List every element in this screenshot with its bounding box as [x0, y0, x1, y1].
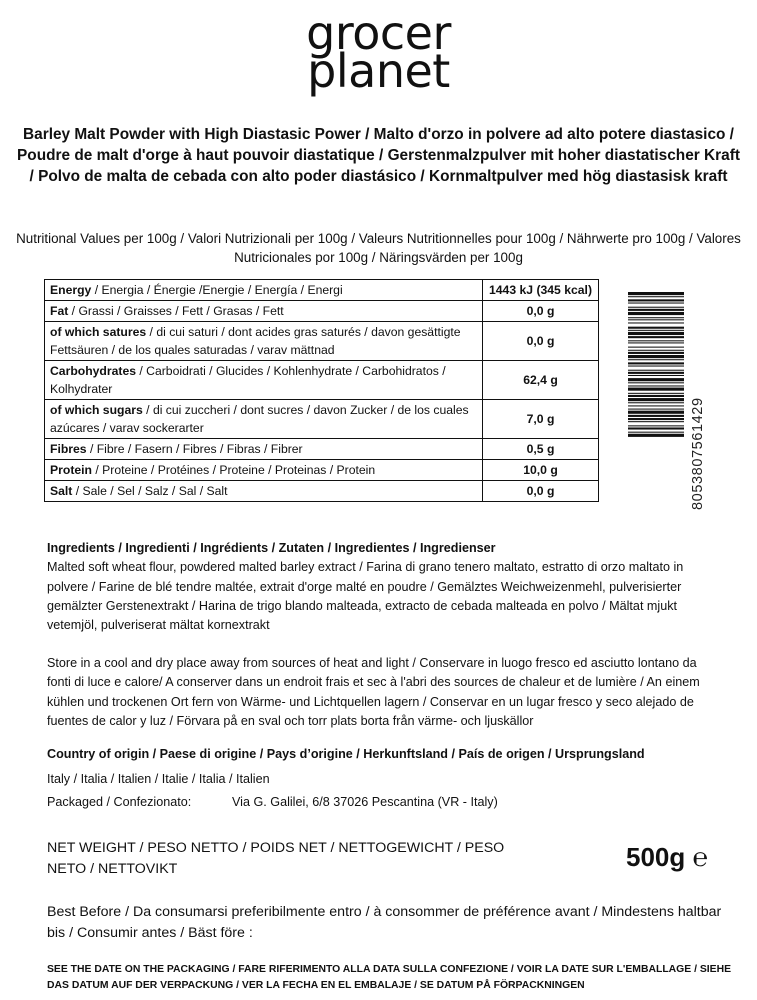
barcode-bar	[628, 393, 684, 394]
barcode-bar	[628, 330, 684, 331]
brand-name-line2: planet	[307, 44, 450, 98]
packaged-label: Packaged / Confezionato:	[47, 795, 192, 809]
barcode-bar	[628, 409, 684, 410]
origin-value: Italy / Italia / Italien / Italie / Italia / Italien	[47, 772, 270, 786]
nutrient-name: Fat	[50, 304, 69, 318]
barcode-bar	[628, 378, 684, 381]
barcode-bar	[628, 427, 684, 429]
barcode-bar	[628, 319, 684, 320]
nutrient-name: of which sugars	[50, 403, 143, 417]
barcode-bar	[628, 395, 684, 397]
nutrition-row	[45, 301, 599, 322]
nutrient-name: Salt	[50, 484, 73, 498]
nutrient-value: 10,0 g	[483, 460, 599, 481]
nutrition-row	[45, 460, 599, 481]
barcode-bar	[628, 317, 684, 318]
barcode-number: 8053807561429	[690, 397, 706, 510]
brand-logo	[0, 6, 757, 98]
barcode-bar	[628, 340, 684, 341]
nutrition-row	[45, 361, 599, 400]
nutrition-row	[45, 439, 599, 460]
nutrient-translations: / Proteine / Protéines / Proteine / Proteinas / Protein	[91, 463, 376, 477]
barcode-bar	[628, 292, 684, 295]
nutrition-row	[45, 280, 599, 301]
storage-text: Store in a cool and dry place away from sources of heat and light / Conservare in luogo fresco ed asciutto lontano da fonti di luce e calore/ A conserver dans un endroit frais et sec à l'abri des sources de chaleur et de lumière / An einem kühlen und trockenen Ort fern von Wärme- und Lichtquellen lagern / Conservar en un lugar fresco y seco alejado de fuentes de calor y luz / Förvara på en sval och torr plats borta från värme- och ljuskällor	[47, 656, 700, 728]
nutrient-value: 0,0 g	[483, 481, 599, 502]
barcode-bar	[628, 402, 684, 403]
barcode-bar	[628, 398, 684, 401]
packaged-address: Via G. Galilei, 6/8 37026 Pescantina (VR - Italy)	[232, 795, 498, 809]
barcode-bar	[628, 350, 684, 351]
barcode-bar	[628, 327, 684, 329]
barcode-bar	[628, 405, 684, 406]
barcode-bar	[628, 372, 684, 374]
barcode-bar	[628, 309, 684, 311]
nutrient-name: of which satures	[50, 325, 147, 339]
nutrient-label-cell	[45, 301, 483, 322]
net-weight-value: 500g ℮	[626, 842, 709, 872]
nutrition-heading: Nutritional Values per 100g / Valori Nutrizionali per 100g / Valeurs Nutritionnelles pour 100g / Nährwerte pro 100g / Valores Nutricionales por 100g / Näringsvärden per 100g	[16, 231, 741, 265]
nutrient-translations: / Carboidrati / Glucides / Kohlenhydrate / Carbohidratos / Kolhydrater	[50, 364, 446, 396]
nutrient-value: 0,5 g	[483, 439, 599, 460]
nutrient-value: 7,0 g	[483, 400, 599, 439]
barcode-bar	[628, 425, 684, 426]
barcode-bar	[628, 421, 684, 422]
barcode-bar	[628, 375, 684, 376]
barcode-bar	[628, 359, 684, 360]
nutrient-translations: / Grassi / Graisses / Fett / Grasas / Fett	[68, 304, 284, 318]
barcode-bar	[628, 312, 684, 315]
nutrition-row	[45, 322, 599, 361]
nutrient-name: Energy	[50, 283, 92, 297]
barcode-bar	[628, 432, 684, 433]
nutrient-name: Protein	[50, 463, 92, 477]
nutrient-label-cell	[45, 481, 483, 502]
ingredients-text: Malted soft wheat flour, powdered malted barley extract / Farina di grano tenero maltato, estratto di orzo maltato in polvere / Farine de blé tendre maltée, extrait d'orge malté en poudre / Gemälztes Weichweizenmehl, pulverisierter gemälzter Gerstenextrakt / Harina de trigo blando malteada, extracto de cebada malteada en polvo / Mältat mjukt vetemjöl, pulveriserat mältat kornextrakt	[47, 560, 684, 633]
barcode-bar	[628, 418, 684, 420]
nutrient-translations: / di cui zuccheri / dont sucres / davon Zucker / de los cuales azúcares / varav sockerarter	[50, 403, 469, 435]
brand-name-line1: grocer	[306, 6, 451, 60]
nutrient-value: 0,0 g	[483, 322, 599, 361]
nutrient-label-cell	[45, 322, 483, 361]
nutrient-value: 1443 kJ (345 kcal)	[483, 280, 599, 301]
nutrient-label-cell	[45, 400, 483, 439]
barcode-bar	[628, 362, 684, 364]
barcode-bar	[628, 434, 684, 437]
nutrition-row	[45, 400, 599, 439]
barcode-bar	[628, 347, 684, 348]
barcode-bar	[628, 336, 684, 338]
nutrient-name: Carbohydrates	[50, 364, 137, 378]
nutrient-translations: / di cui saturi / dont acides gras saturés / davon gesättigte Fettsäuren / de los quales saturadas / varav mättnad	[50, 325, 461, 357]
barcode-bar	[628, 355, 684, 358]
barcode-bar	[628, 415, 684, 417]
nutrition-table	[44, 279, 599, 502]
nutrient-value: 0,0 g	[483, 301, 599, 322]
barcode-bar	[628, 366, 684, 367]
barcode-bar	[628, 299, 684, 301]
nutrition-row	[45, 481, 599, 502]
ingredients-section	[47, 539, 717, 635]
barcode-bar	[628, 332, 684, 335]
barcode-bar	[628, 385, 684, 386]
barcode-bar	[628, 382, 684, 383]
product-title: Barley Malt Powder with High Diastasic Power / Malto d'orzo in polvere ad alto potere diastasico / Poudre de malt d'orge à haut pouvoir diastatique / Gerstenmalzpulver mit hoher diastatischer Kraft / Polvo de malta de cebada con alto poder diastásico / Kornmaltpulver med hög diastasisk kraft	[17, 126, 740, 185]
nutrient-translations: / Fibre / Fasern / Fibres / Fibras / Fibrer	[86, 442, 303, 456]
nutrient-label-cell	[45, 460, 483, 481]
nutrient-translations: / Energia / Énergie /Energie / Energía / Energi	[91, 283, 343, 297]
nutrient-label-cell	[45, 361, 483, 400]
nutrient-name: Fibres	[50, 442, 87, 456]
barcode-bar	[628, 352, 684, 354]
nutrient-label-cell	[45, 280, 483, 301]
barcode-bar	[628, 322, 684, 323]
barcode-bar	[628, 342, 684, 343]
net-weight-label: NET WEIGHT / PESO NETTO / POIDS NET / NETTOGEWICHT / PESO NETO / NETTOVIKT	[47, 840, 505, 877]
barcode	[628, 292, 714, 510]
barcode-bar	[628, 303, 684, 304]
see-date-note: SEE THE DATE ON THE PACKAGING / FARE RIFERIMENTO ALLA DATA SULLA CONFEZIONE / VOIR LA DATE SUR L'EMBALLAGE / SIEHE DAS DATUM AUF DER VERPACKUNG / VER LA FECHA EN EL EMBALAJE / SE DATUM PÅ FÖRPACKNINGEN	[47, 964, 732, 991]
barcode-bar	[628, 370, 684, 371]
ingredients-heading: Ingredients / Ingredienti / Ingrédients / Zutaten / Ingredientes / Ingredienser	[47, 541, 496, 555]
best-before: Best Before / Da consumarsi preferibilmente entro / à consommer de préférence avant / Mindestens haltbar bis / Consumir antes / Bäst före :	[47, 904, 722, 941]
nutrient-translations: / Sale / Sel / Salz / Sal / Salt	[72, 484, 228, 498]
barcode-bar	[628, 388, 684, 391]
barcode-bar	[628, 411, 684, 414]
nutrient-value: 62,4 g	[483, 361, 599, 400]
nutrient-label-cell	[45, 439, 483, 460]
barcode-bar	[628, 307, 684, 308]
barcode-bar	[628, 296, 684, 297]
origin-heading: Country of origin / Paese di origine / Pays d’origine / Herkunftsland / País de origen / Ursprungsland	[47, 747, 645, 761]
